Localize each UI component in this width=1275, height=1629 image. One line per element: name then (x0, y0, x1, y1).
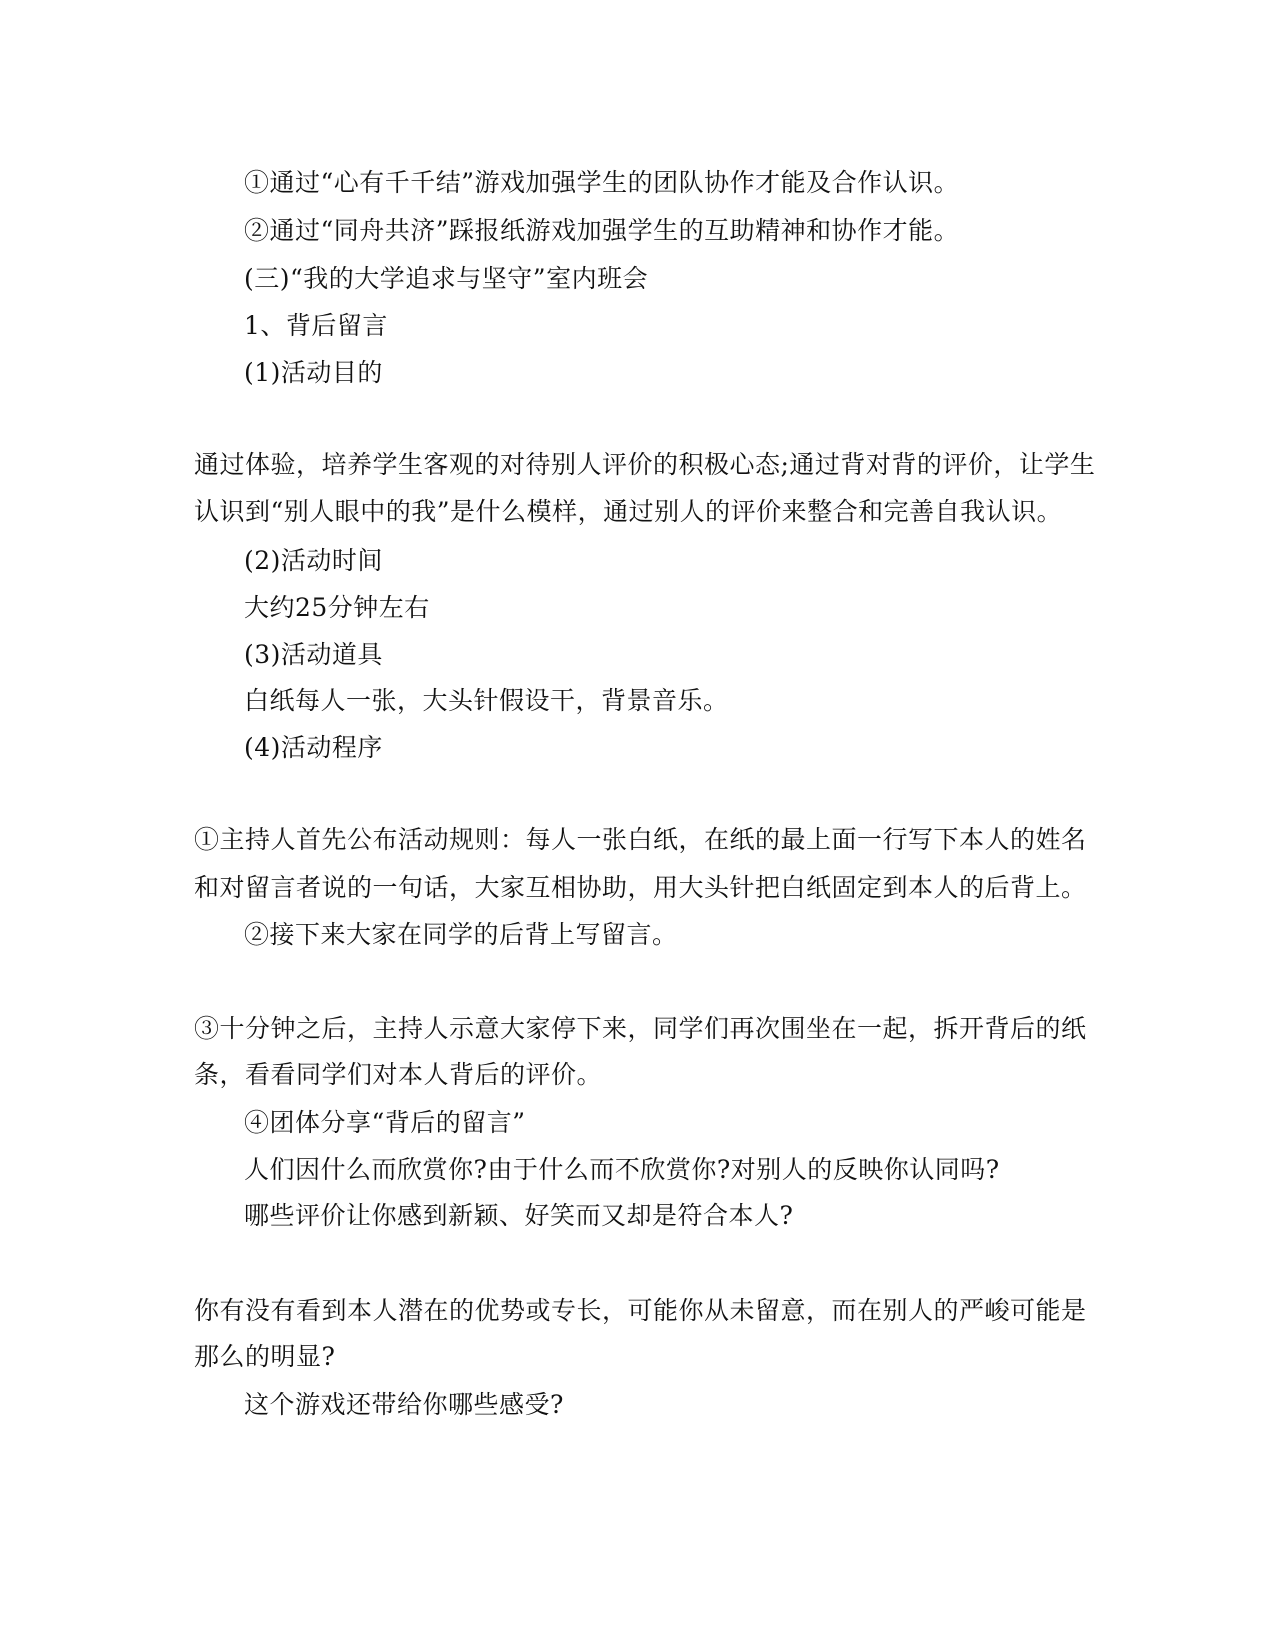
section-heading: (三)“我的大学追求与坚守”室内班会 (244, 264, 649, 293)
paragraph-line: ④团体分享“背后的留言” (244, 1108, 526, 1137)
paragraph-line: ①主持人首先公布活动规则：每人一张白纸，在纸的最上面一行写下本人的姓名 (194, 825, 1087, 854)
item-heading: (3)活动道具 (244, 640, 383, 669)
paragraph-line: ②接下来大家在同学的后背上写留言。 (244, 920, 678, 949)
paragraph-line: ①通过“心有千千结”游戏加强学生的团队协作才能及合作认识。 (244, 168, 960, 197)
paragraph-line: 人们因什么而欣赏你?由于什么而不欣赏你?对别人的反映你认同吗? (244, 1155, 1000, 1184)
paragraph-line: 认识到“别人眼中的我”是什么模样，通过别人的评价来整合和完善自我认识。 (194, 497, 1063, 526)
paragraph-line: ②通过“同舟共济”踩报纸游戏加强学生的互助精神和协作才能。 (244, 216, 960, 245)
paragraph-line: 这个游戏还带给你哪些感受? (244, 1390, 564, 1419)
paragraph-line: ③十分钟之后，主持人示意大家停下来，同学们再次围坐在一起，拆开背后的纸 (194, 1014, 1087, 1043)
paragraph-line: 那么的明显? (194, 1342, 336, 1371)
paragraph-line: 你有没有看到本人潜在的优势或专长，可能你从未留意，而在别人的严峻可能是 (194, 1296, 1087, 1325)
paragraph-line: 通过体验，培养学生客观的对待别人评价的积极心态;通过背对背的评价，让学生 (194, 450, 1096, 479)
item-heading: (4)活动程序 (244, 733, 383, 762)
item-heading: (2)活动时间 (244, 546, 383, 575)
item-heading: (1)活动目的 (244, 358, 383, 387)
paragraph-line: 条，看看同学们对本人背后的评价。 (194, 1060, 603, 1089)
subsection-heading: 1、背后留言 (244, 311, 388, 340)
paragraph-line: 大约25分钟左右 (244, 593, 430, 622)
paragraph-line: 白纸每人一张，大头针假设干，背景音乐。 (244, 686, 729, 715)
paragraph-line: 哪些评价让你感到新颖、好笑而又却是符合本人? (244, 1201, 794, 1230)
paragraph-line: 和对留言者说的一句话，大家互相协助，用大头针把白纸固定到本人的后背上。 (194, 873, 1087, 902)
